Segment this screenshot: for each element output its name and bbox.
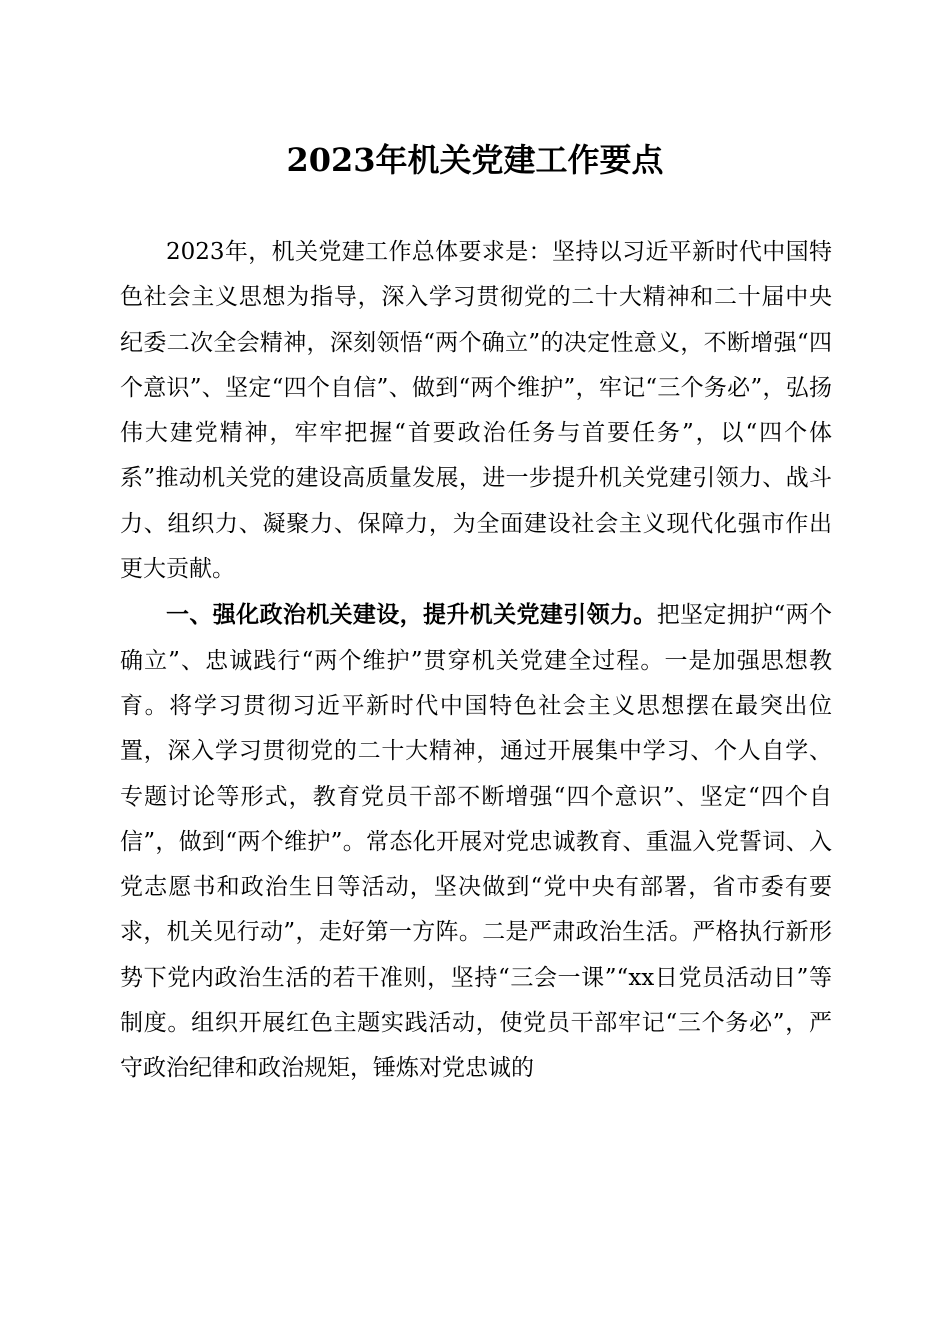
section-1-paragraph [120, 592, 832, 1091]
section-1-body: 把坚定拥护“两个确立”、忠诚践行“两个维护”贯穿机关党建全过程。一是加强思想教育。将学习贯彻习近平新时代中国特色社会主义思想摆在最突出位置，深入学习贯彻党的二十大精神，通过开展集中学习、个人自学、专题讨论等形式，教育党员干部不断增强“四个意识”、坚定“四个自信”，做到“两个维护”。常态化开展对党忠诚教育、重温入党誓词、入党志愿书和政治生日等活动，坚决做到“党中央有部署，省市委有要求，机关见行动”，走好第一方阵。二是严肃政治生活。严格执行新形势下党内政治生活的若干准则，坚持“三会一课”“xx日党员活动日”等制度。组织开展红色主题实践活动，使党员干部牢记“三个务必”，严守政治纪律和政治规矩，锤炼对党忠诚的 [120, 602, 833, 1082]
section-1-heading: 一、强化政治机关建设，提升机关党建引领力。 [166, 601, 657, 629]
document-body [120, 230, 832, 1092]
document-title: 2023年机关党建工作要点 [286, 141, 664, 179]
intro-paragraph: 2023年，机关党建工作总体要求是：坚持以习近平新时代中国特色社会主义思想为指导，深入学习贯彻党的二十大精神和二十届中央纪委二次全会精神，深刻领悟“两个确立”的决定性意义，不断增强“四个意识”、坚定“四个自信”、做到“两个维护”，牢记“三个务必”，弘扬伟大建党精神，牢牢把握“首要政治任务与首要任务”，以“四个体系”推动机关党的建设高质量发展，进一步提升机关党建引领力、战斗力、组织力、凝聚力、保障力，为全面建设社会主义现代化强市作出更大贡献。 [120, 239, 832, 583]
